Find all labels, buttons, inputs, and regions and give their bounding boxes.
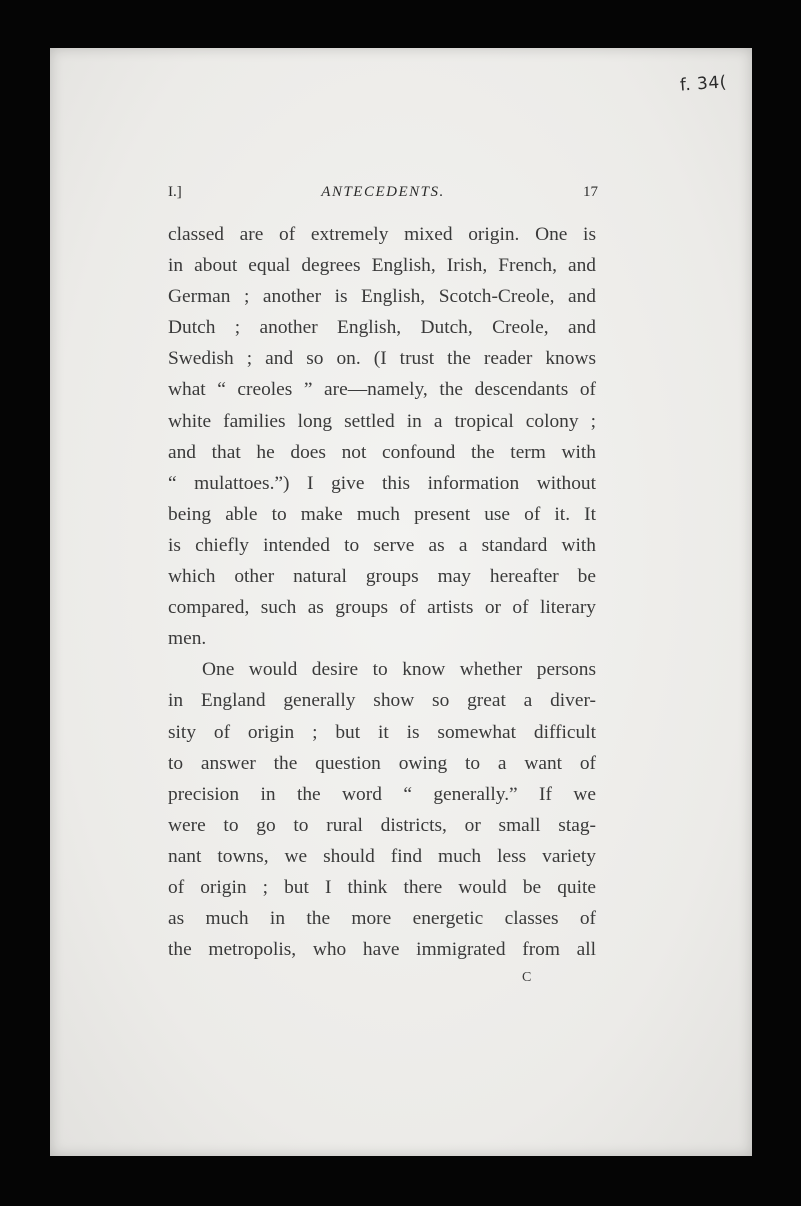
text-line: as much in the more energetic classes of xyxy=(168,908,596,930)
text-line: and that he does not confound the term with xyxy=(168,441,596,463)
text-line: in England generally show so great a diver- xyxy=(168,690,596,712)
signature-mark: C xyxy=(522,970,532,985)
text-line: of origin ; but I think there would be quite xyxy=(168,876,596,898)
paragraph-1 xyxy=(168,219,596,654)
running-header xyxy=(168,184,598,206)
text-line: men. xyxy=(168,628,207,650)
folio-annotation: f. 34( xyxy=(679,72,728,96)
text-line: to answer the question owing to a want of xyxy=(168,752,596,774)
paragraph-2 xyxy=(168,654,596,965)
text-line: German ; another is English, Scotch-Creole, and xyxy=(168,286,596,308)
text-line: “ mulattoes.”) I give this information without xyxy=(168,472,596,494)
text-line: nant towns, we should find much less variety xyxy=(168,845,596,867)
text-line: what “ creoles ” are—namely, the descendants of xyxy=(168,379,596,401)
chapter-number: I.] xyxy=(168,184,182,200)
text-line: which other natural groups may hereafter be xyxy=(168,566,596,588)
text-line: One would desire to know whether persons xyxy=(202,659,596,681)
page-number: 17 xyxy=(583,184,598,200)
text-line: Dutch ; another English, Dutch, Creole, and xyxy=(168,317,596,339)
text-line: precision in the word “ generally.” If we xyxy=(168,783,596,805)
body-text xyxy=(168,219,596,965)
text-line: being able to make much present use of it. It xyxy=(168,503,596,525)
text-line: in about equal degrees English, Irish, French, and xyxy=(168,255,596,277)
running-title: ANTECEDENTS. xyxy=(321,184,445,200)
text-line: the metropolis, who have immigrated from all xyxy=(168,939,596,961)
text-line: classed are of extremely mixed origin. One is xyxy=(168,224,596,245)
text-line: white families long settled in a tropical colony ; xyxy=(168,410,596,432)
text-line: sity of origin ; but it is somewhat difficult xyxy=(168,721,596,743)
text-line: were to go to rural districts, or small stag- xyxy=(168,814,596,836)
text-line: compared, such as groups of artists or of literary xyxy=(168,597,596,619)
text-line: Swedish ; and so on. (I trust the reader knows xyxy=(168,348,596,370)
text-line: is chiefly intended to serve as a standard with xyxy=(168,534,596,556)
